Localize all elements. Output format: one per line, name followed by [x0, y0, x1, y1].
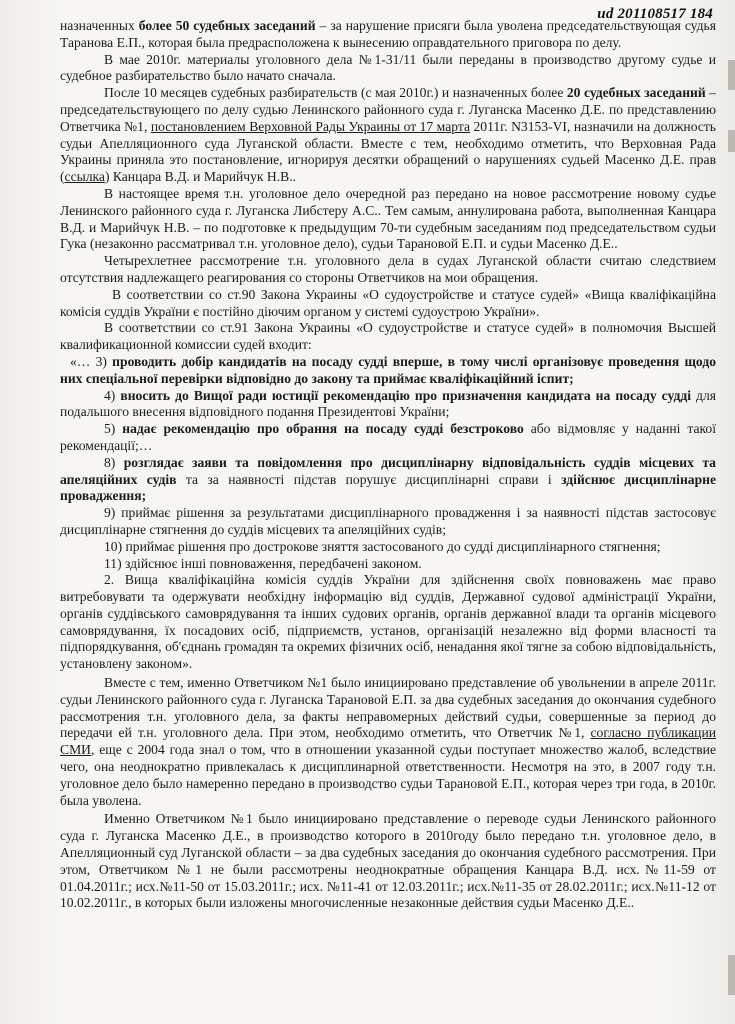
text-run: ) Канцара В.Д. и Марийчук Н.В.. [104, 169, 297, 185]
text-run: або відмовляє у наданні такої рекомендації;… [60, 421, 716, 453]
paragraph-5: Четырехлетнее рассмотрение т.н. уголовного дела в судах Луганской области считаю следствием отсутствия надлежащего реагирования со стороны Ответчиков на мои обращения. [60, 253, 716, 285]
bold-run: надає рекомендацію про обрання на посаду судді безстроково [122, 421, 524, 437]
text-run: «… 3) [70, 353, 113, 369]
text-run: – за нарушение присяги была уволена председательствующая судья Таранова Е.П., которая была предрасположена к вынесению оправдательного приговора по делу. [60, 18, 716, 50]
bold-run: более 50 судебных заседаний [138, 18, 316, 33]
text-run: , еще с 2004 года знал о том, что в отношении указанной судьи поступает множество жалоб, вследствие чего, она неоднократно привлекалась к дисциплинарной ответственности. Несмотря на это, в 2007 году т.н. уголовное дело было намеренно передано в производство судьи Тарановой Е.П., которая через три года, в 2010г. была уволена. [60, 742, 716, 808]
bold-run: вносить до Вищої ради юстиції рекомендацію про призначення кандидата на посаду судді [120, 387, 691, 403]
paragraph-13: 10) приймає рішення про дострокове зняття застосованого до судді дисциплінарного стягнення; [104, 538, 661, 554]
text-run: После 10 месяцев судебных разбирательств (с мая 2010г.) и назначенных более [104, 85, 567, 101]
paragraph-12: 9) приймає рішення за результатами дисциплінарного провадження і за наявності підстав застосовує дисциплінарне стягнення до суддів місцевих та апеляційних судів; [60, 505, 716, 537]
paragraph-17: Именно Ответчиком №1 было инициировано представление о переводе судьи Ленинского районного суда г. Луганска Масенко Д.Е., в производство которого в 2010году было передано т.н. уголовное дело, в Апелляционный суд Луганской области – за два судебных заседания до окончания судебного рассмотрения. При этом, Ответчиком №1 не были рассмотрены неоднократные обращения Канцара В.Д. исх.№11-59 от 01.04.2011г.; исх.№11-50 от 15.03.2011г.; исх. №11-41 от 12.03.2011г.; исх.№11-35 от 28.02.2011г.; исх.№11-12 от 10.02.2011г., в которых были изложены многочисленные незаконные действия судьи Масенко Д.Е.. [60, 811, 716, 911]
paragraph-15: 2. Вища кваліфікаційна комісія суддів України для здійснення своїх повноважень має право витребовувати та одержувати необхідну інформацію від суддів, Державної судової адміністрації України, органів суддівського самоврядування та інших судових органів, органів державної влади та органів місцевого самоврядування, їх посадових осіб, підприємств, установ, організацій незалежно від форми власності та підпорядкування, об'єднань громадян та окремих фізичних осіб, ненадання якої тягне за собою відповідальність, установлену законом». [60, 572, 716, 672]
decree-link[interactable]: постановлением Верховной Рады Украины от 17 марта [150, 118, 470, 134]
text-run: 2011г. N3153-VI, назначили на должность судьи Апелляционного суда Луганской области. Вместе с тем, необходимо отметить, что Верховная Рада Украины приняла это постановление, игнорируя десятки обращений о нарушениях судьей Масенко Д.Е. прав ( [60, 118, 717, 185]
text-run: 4) [104, 387, 121, 403]
bold-run: розглядає заяви та повідомлення про дисциплінарну відповідальність суддів місцевих та апеляційних судів [60, 454, 716, 487]
paragraph-16 [60, 675, 716, 809]
text-run: 8) [104, 454, 124, 470]
text-run: Вместе с тем, именно Ответчиком №1 было инициировано представление об увольнении в апреле 2011г. судьи Ленинского районного суда г. Луганска Тарановой Е.П. за два судебных заседания до окончания судебного рассмотрения т.н. уголовного дела, за факты неправомерных действий судьи, совершенные за период до передачи ей т.н. уголовного дела. При этом, необходимо отметить, что Ответчик №1, [60, 675, 716, 741]
bold-run: проводить добір кандидатів на посаду судді вперше, в тому числі організовує проведення щодо них спеціальної перевірки відповідно до закону та приймає кваліфікаційний іспит; [60, 353, 716, 386]
bold-run: 20 судебных заседаний [566, 85, 706, 101]
bold-run: здійснює дисциплінарне провадження; [60, 471, 716, 504]
paragraph-7: В соответствии со ст.91 Закона Украины «О судоустройстве и статусе судей» в полномочия Высшей квалификационной комиссии судей входит: [60, 320, 716, 353]
paragraph-9 [60, 388, 716, 422]
text-run: для подальшого внесення відповідного подання Президентові України; [60, 387, 716, 420]
text-run: та за наявності підстав порушує дисциплінарні справи і [176, 471, 562, 487]
paragraph-2: В мае 2010г. материалы уголовного дела №1-31/11 были переданы в производство другому судье и судебное разбирательство было начато сначала. [60, 51, 716, 84]
scan-edge-mark [728, 60, 735, 90]
scan-edge-mark [728, 955, 735, 995]
scan-edge-mark [728, 130, 735, 152]
paragraph-11 [60, 455, 716, 505]
paragraph-14: 11) здійснює інші повноваження, передбачені законом. [104, 555, 422, 571]
text-run: 5) [104, 421, 123, 437]
document-body [60, 18, 716, 912]
text-run: – председательствующего по делу судью Ленинского районного суда г. Луганска Масенко Д.Е. по представлению Ответчика №1, [60, 85, 716, 134]
paragraph-1 [60, 18, 716, 52]
paragraph-10 [60, 421, 716, 455]
text-run: назначенных [60, 18, 139, 33]
media-publication-link[interactable]: согласно публикации СМИ [60, 725, 716, 758]
paragraph-3 [60, 85, 716, 186]
paragraph-4: В настоящее время т.н. уголовное дело очередной раз передано на новое рассмотрение новому судье Ленинского районного суда г. Луганска Либстеру А.С.. Тем самым, аннулирована работа, выполненная Канцара В.Д. и Марийчук Н.В. – по подготовке к предыдущим 70-ти судебным заседаниям под председательством судьи Гука (незаконно рассматривал т.н. уголовное дело), судьи Тарановой Е.П. и судьи Масенко Д.Е.. [60, 185, 716, 252]
paragraph-8 [60, 354, 716, 388]
paragraph-6: В соответствии со ст.90 Закона Украины «О судоустройстве и статусе судей» «Вища кваліфікаційна комісія суддів України є постійно діючим органом у системі судоустрою України». [60, 286, 716, 319]
reference-link[interactable]: ссылка [64, 169, 105, 185]
document-id-stamp: ud 201108517 184 [597, 6, 713, 22]
